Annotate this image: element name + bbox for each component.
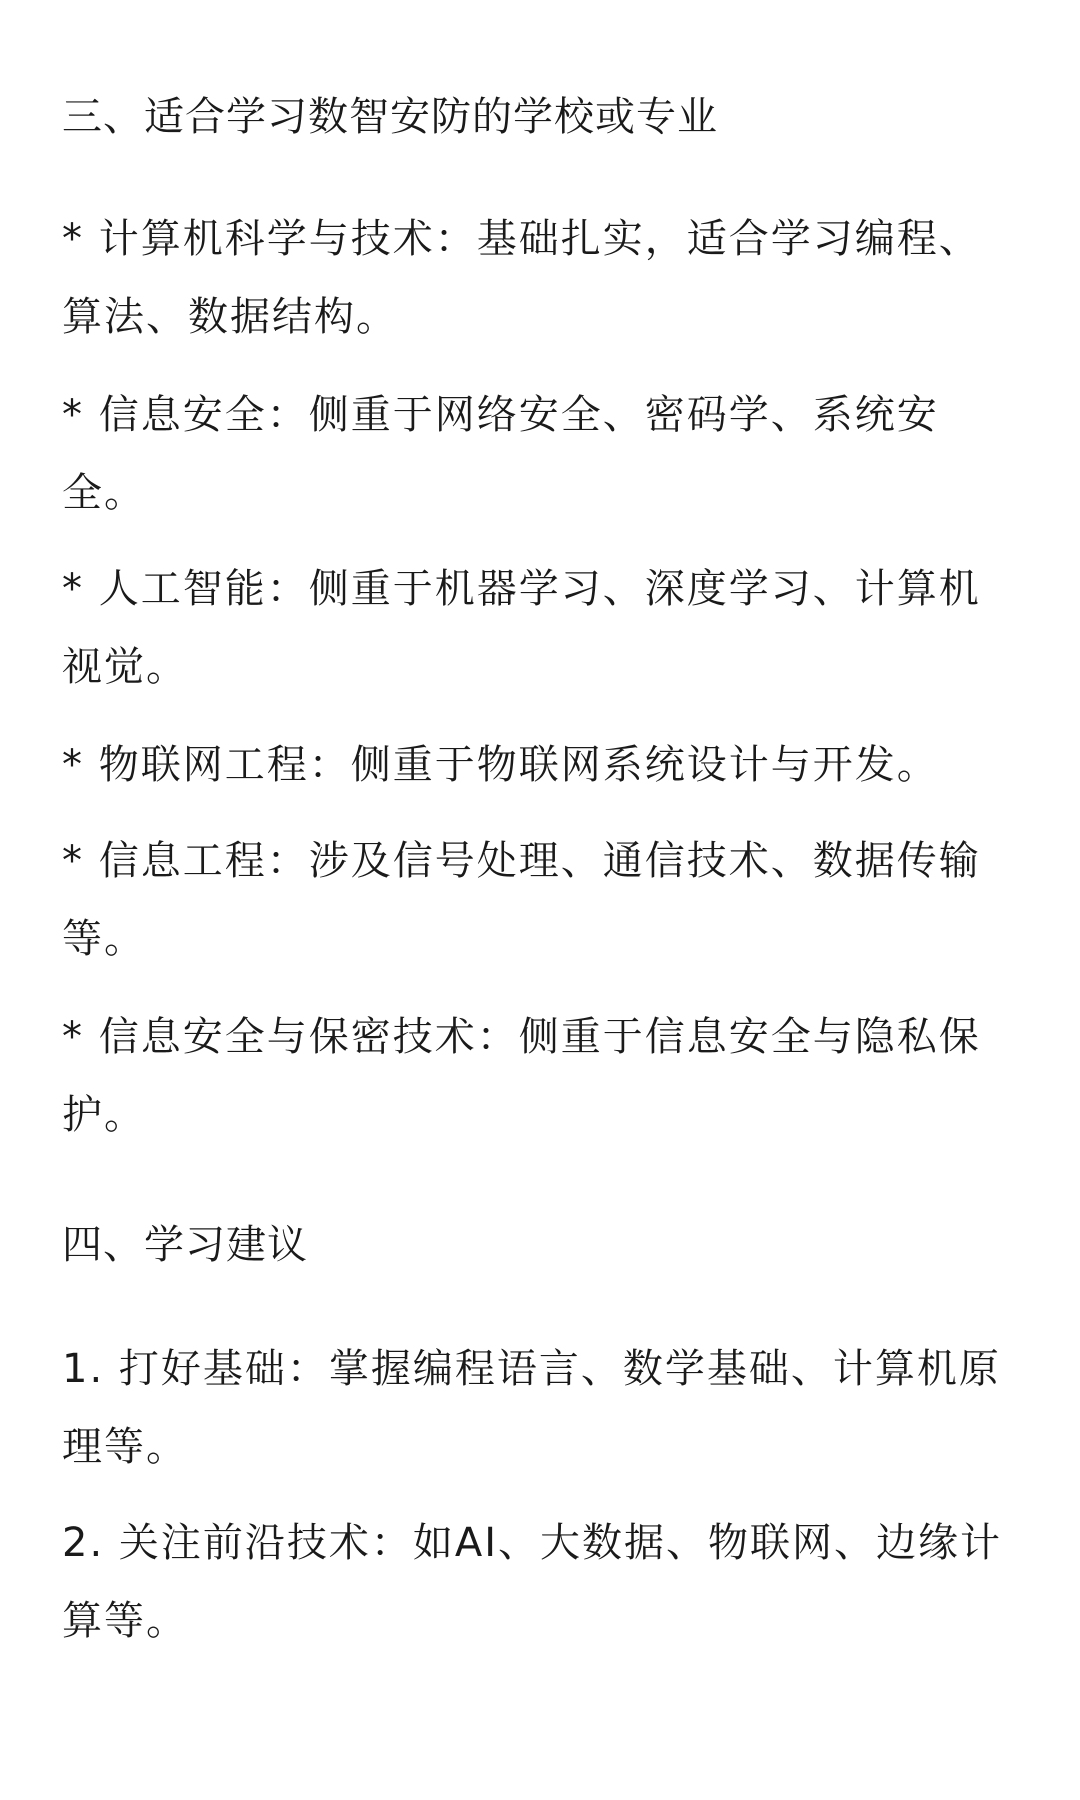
major-item-security-privacy: * 信息安全与保密技术：侧重于信息安全与隐私保护。: [62, 1014, 981, 1138]
advice-item-frontier: 2. 关注前沿技术：如AI、大数据、物联网、边缘计算等。: [62, 1520, 1003, 1644]
major-item-infosec: * 信息安全：侧重于网络安全、密码学、系统安全。: [62, 392, 939, 516]
major-item-cs: * 计算机科学与技术：基础扎实，适合学习编程、算法、数据结构。: [62, 216, 981, 340]
major-item-ai: * 人工智能：侧重于机器学习、深度学习、计算机视觉。: [62, 566, 981, 690]
advice-item-basics: 1. 打好基础：掌握编程语言、数学基础、计算机原理等。: [62, 1346, 1001, 1470]
section-3-heading: 三、适合学习数智安防的学校或专业: [62, 94, 718, 140]
major-item-info-eng: * 信息工程：涉及信号处理、通信技术、数据传输等。: [62, 838, 981, 962]
major-item-iot: * 物联网工程：侧重于物联网系统设计与开发。: [62, 742, 939, 788]
section-4-heading: 四、学习建议: [62, 1222, 308, 1268]
